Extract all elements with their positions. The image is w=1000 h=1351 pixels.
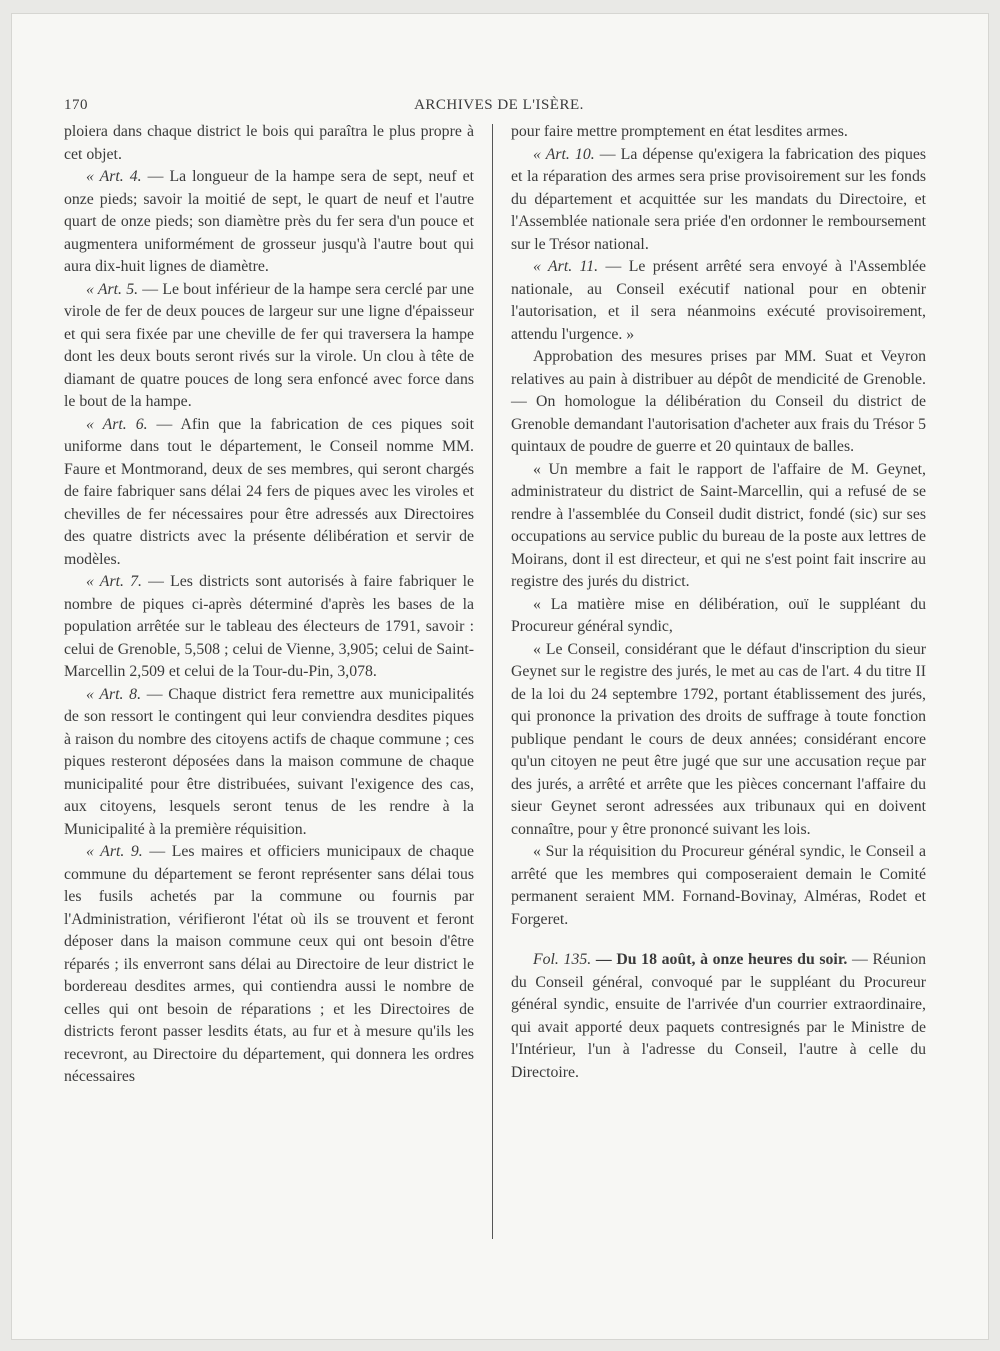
paragraph-conseil-decision: « Le Conseil, considérant que le défaut d'inscription du sieur Geynet sur le registre des jurés, le met au cas de l'art. 4 du titre II de la loi du 24 septembre 1792, portant établissement des jurés, qui prononce la privation des droits de suffrage à toute fonction publique pendant le cours de deux années; considérant encore qu'un citoyen ne peut être jugé que sur une accusation reçue par des jurés, a arrêté et arrête que les pièces concernant l'affaire du sieur Geynet seront adressées aux tribunaux qui en doivent connaître, pour y être prononcé suivant les lois. xyxy=(511,640,926,838)
paragraph-continuation: ploiera dans chaque district le bois qui paraîtra le plus propre à cet objet. xyxy=(64,123,474,163)
right-column xyxy=(511,121,926,1084)
left-column xyxy=(64,121,474,1089)
article-10: « Art. 10. — La dépense qu'exigera la fabrication des piques et la réparation des armes sera prise provisoirement sur les fonds du département et acquittée sur les mandats du Directoire, et l'Assemblée nationale sera priée d'en ordonner le remboursement sur le Trésor national. xyxy=(511,145,926,253)
article-6: « Art. 6. — Afin que la fabrication de ces piques soit uniforme dans tout le département, le Conseil nomme MM. Faure et Montmorand, deux de ses membres, qui seront chargés de faire fabriquer sans délai 24 fers de piques avec les viroles et chevilles de fer nécessaires pour être adressés aux Directoires des quatre districts avec la présente délibération et servir de modèles. xyxy=(64,415,475,568)
paragraph-comite: « Sur la réquisition du Procureur général syndic, le Conseil a arrêté que les membres qui composeraient demain le Comité permanent seraient MM. Fornand-Bovinay, Alméras, Rodet et Forgeret. xyxy=(511,843,926,928)
article-11: « Art. 11. — Le présent arrêté sera envoyé à l'Assemblée nationale, au Conseil exécutif national pour en obtenir l'autorisation, et il sera néanmoins exécuté provisoirement, attendu l'urgence. » xyxy=(511,258,926,343)
section-fol-135 xyxy=(511,949,926,1084)
paragraph-deliberation: « La matière mise en délibération, ouï le suppléant du Procureur général syndic, xyxy=(511,595,926,635)
paragraph-geynet-report: « Un membre a fait le rapport de l'affaire de M. Geynet, administrateur du district de Saint-Marcellin, qui a refusé de se rendre à l'assemblée du Conseil dudit district, fondé (sic) sur ses occupations au service public du bureau de la poste aux lettres de Moirans, dont il est directeur, et qui ne s'est point fait inscrire au registre des jurés du district. xyxy=(511,460,926,590)
page-header xyxy=(64,97,934,121)
section-heading: — Du 18 août, à onze heures du soir. xyxy=(591,951,848,968)
running-title: ARCHIVES DE L'ISÈRE. xyxy=(414,97,584,113)
article-7: « Art. 7. — Les districts sont autorisés à faire fabriquer le nombre de piques ci-après déterminé d'après les bases de la population arrêtée sur le tableau des électeurs de 1791, savoir : celui de Grenoble, 5,508 ; celui de Vienne, 3,905; celui de Saint-Marcellin 2,509 et celui de la Tour-du-Pin, 3,078. xyxy=(64,573,474,680)
paragraph-approbation: Approbation des mesures prises par MM. Suat et Veyron relatives au pain à distribuer au dépôt de mendicité de Grenoble. — On homologue la délibération du Conseil du district de Grenoble demandant l'autorisation d'acheter aux frais du Trésor 5 quintaux de poudre de guerre et 20 quintaux de balles. xyxy=(511,348,926,455)
article-4: « Art. 4. — La longueur de la hampe sera de sept, neuf et onze pieds; savoir la moitié de sept, le quart de neuf et l'autre quart de onze pieds; son diamètre près du fer sera d'un pouce et augmentera uniformément de grosseur jusqu'à l'autre bout qui aura dix-huit lignes de diamètre. xyxy=(64,168,474,275)
section-gap xyxy=(511,931,926,949)
article-9: « Art. 9. — Les maires et officiers municipaux de chaque commune du département se feront représenter sans délai tous les fusils achetés par la commune ou fournis par l'Administration, vérifieront l'état où ils se trouvent et feront déposer dans la maison commune ceux qui ont besoin d'être réparés ; ils enverront sans délai au Directoire de leur district le bordereau desdites armes, qui contiendra aussi le nombre de celles qui ont besoin de réparations ; et les Directoires de districts feront passer lesdits états, au fur et à mesure qu'ils les recevront, au Directoire du département, qui donnera les ordres nécessaires xyxy=(64,843,474,1085)
folio-label: Fol. 135. xyxy=(533,951,592,968)
section-text: — Réunion du Conseil général, convoqué par le suppléant du Procureur général syndic, ensuite de l'arrivée d'un courrier extraordinaire, qui avait apporté deux paquets contresignés par le Ministre de l'Intérieur, l'un à l'adresse du Conseil, l'autre à celle du Directoire. xyxy=(511,951,926,1081)
paragraph-continuation: pour faire mettre promptement en état lesdites armes. xyxy=(511,123,848,140)
article-8: « Art. 8. — Chaque district fera remettre aux municipalités de son ressort le contingent qui leur conviendra desdites piques à raison du nombre des citoyens actifs de chaque commune ; ces piques resteront déposées dans la maison commune de chaque municipalité pour être distribuées, suivant l'exigence des cas, aux citoyens, lesquels seront tenus de les rendre à la Municipalité à la première réquisition. xyxy=(64,685,474,838)
column-divider xyxy=(492,124,493,1239)
page-number: 170 xyxy=(64,97,88,113)
article-5: « Art. 5. — Le bout inférieur de la hampe sera cerclé par une virole de fer de deux pouces de largeur sur une ligne d'épaisseur et qui sera fixée par une cheville de fer qui traversera la hampe dont les deux bouts seront rivés sur la virole. Un clou à tête de diamant de quatre pouces de long sera enfoncé avec force dans le bout de la hampe. xyxy=(64,280,475,410)
